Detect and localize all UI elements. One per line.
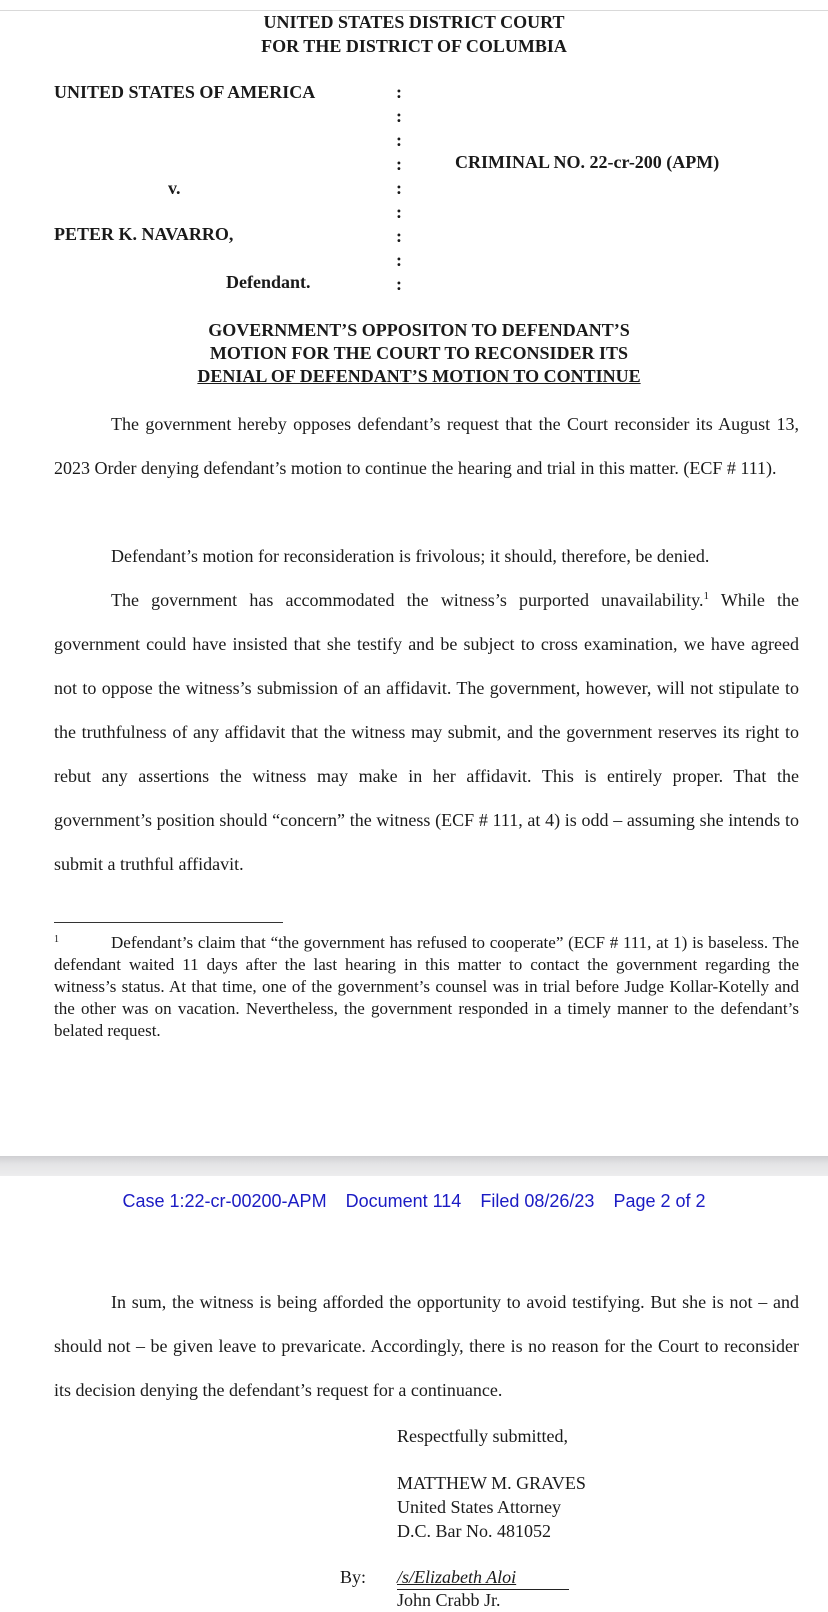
defendant-label: Defendant. — [226, 272, 311, 292]
caption-colon: : — [396, 82, 402, 102]
caption-colon: : — [396, 202, 402, 222]
caption-colon: : — [396, 274, 402, 294]
caption-colon: : — [396, 178, 402, 198]
ecf-header — [0, 1191, 828, 1212]
court-name-line1: UNITED STATES DISTRICT COURT — [263, 12, 565, 32]
footnote-marker: 1 — [54, 934, 59, 945]
versus-label: v. — [168, 178, 181, 198]
signature-closing: Respectfully submitted, — [397, 1426, 568, 1446]
document-title-line2: MOTION FOR THE COURT TO RECONSIDER ITS — [209, 343, 629, 363]
footnote-text: Defendant’s claim that “the government has refused to cooperate” (ECF # 111, at 1) is baseless. The defendant waited 11 days after the last hearing in this matter to contact the government regarding the witness’s status. At that time, one of the government’s counsel was in trial before Judge Kollar-Kotelly and the other was on vacation. Nevertheless, the government responded in a timely manner to the defendant’s belated request. — [54, 933, 799, 1040]
body-paragraph-3 — [54, 578, 799, 886]
footnote-reference: 1 — [703, 590, 709, 602]
signature-role: United States Attorney — [397, 1497, 561, 1517]
criminal-number: CRIMINAL NO. 22-cr-200 (APM) — [455, 152, 720, 172]
signer-name: John Crabb Jr. — [397, 1590, 501, 1610]
ecf-page-number: Page 2 of 2 — [613, 1191, 706, 1211]
body-paragraph-2 — [54, 534, 799, 578]
caption-colon: : — [396, 130, 402, 150]
document-title-line1: GOVERNMENT’S OPPOSITON TO DEFENDANT’S — [208, 320, 630, 340]
signature-bar-number: D.C. Bar No. 481052 — [397, 1521, 551, 1541]
defendant-name: PETER K. NAVARRO, — [54, 224, 234, 244]
document-title-line3-text: DENIAL OF DEFENDANT’S MOTION TO CONTINUE — [197, 366, 641, 386]
ecf-filed-date: Filed 08/26/23 — [480, 1191, 595, 1211]
signature-line — [397, 1565, 569, 1590]
page2-paragraph-text: In sum, the witness is being afforded the opportunity to avoid testifying. But she is not – and should not – be given leave to prevaricate. Accordingly, there is no reason for the Court to reconsider its decision denying the defendant’s request for a continuance. — [54, 1292, 799, 1400]
page-break — [0, 1156, 828, 1176]
page2-paragraph — [54, 1280, 799, 1412]
caption-colon: : — [396, 154, 402, 174]
footnote — [54, 929, 799, 1042]
caption-colon: : — [396, 226, 402, 246]
body-paragraph-2-text: Defendant’s motion for reconsideration is frivolous; it should, therefore, be denied. — [111, 546, 710, 566]
ecf-case-number: Case 1:22-cr-00200-APM — [122, 1191, 327, 1211]
signature-by-label: By: — [340, 1567, 367, 1587]
ecf-document-number: Document 114 — [345, 1191, 462, 1211]
footnote-separator — [54, 922, 283, 923]
caption-colon: : — [396, 106, 402, 126]
electronic-signature: /s/Elizabeth Aloi — [397, 1565, 569, 1590]
court-name-line2: FOR THE DISTRICT OF COLUMBIA — [261, 36, 567, 56]
body-paragraph-1-text: The government hereby opposes defendant’s request that the Court reconsider its August 13, 2023 Order denying defendant’s motion to continue the hearing and trial in this matter. (ECF # 111). — [54, 414, 799, 478]
plaintiff-name: UNITED STATES OF AMERICA — [54, 82, 316, 102]
body-paragraph-3-text-a: The government has accommodated the witness’s purported unavailability. — [111, 590, 704, 610]
body-paragraph-1 — [54, 402, 799, 490]
body-paragraph-3-text-b: While the government could have insisted that she testify and be subject to cross examination, we have agreed not to oppose the witness’s submission of an affidavit. The government, however, will not stipulate to the truthfulness of any affidavit that the witness may submit, and the government reserves its right to rebut any assertions the witness may make in her affidavit. This is entirely proper. That the government’s position should “concern” the witness (ECF # 111, at 4) is odd – assuming she intends to submit a truthful affidavit. — [54, 590, 799, 874]
document-title-line3 — [5, 365, 828, 388]
caption-colon: : — [396, 250, 402, 270]
signature-name: MATTHEW M. GRAVES — [397, 1473, 586, 1493]
